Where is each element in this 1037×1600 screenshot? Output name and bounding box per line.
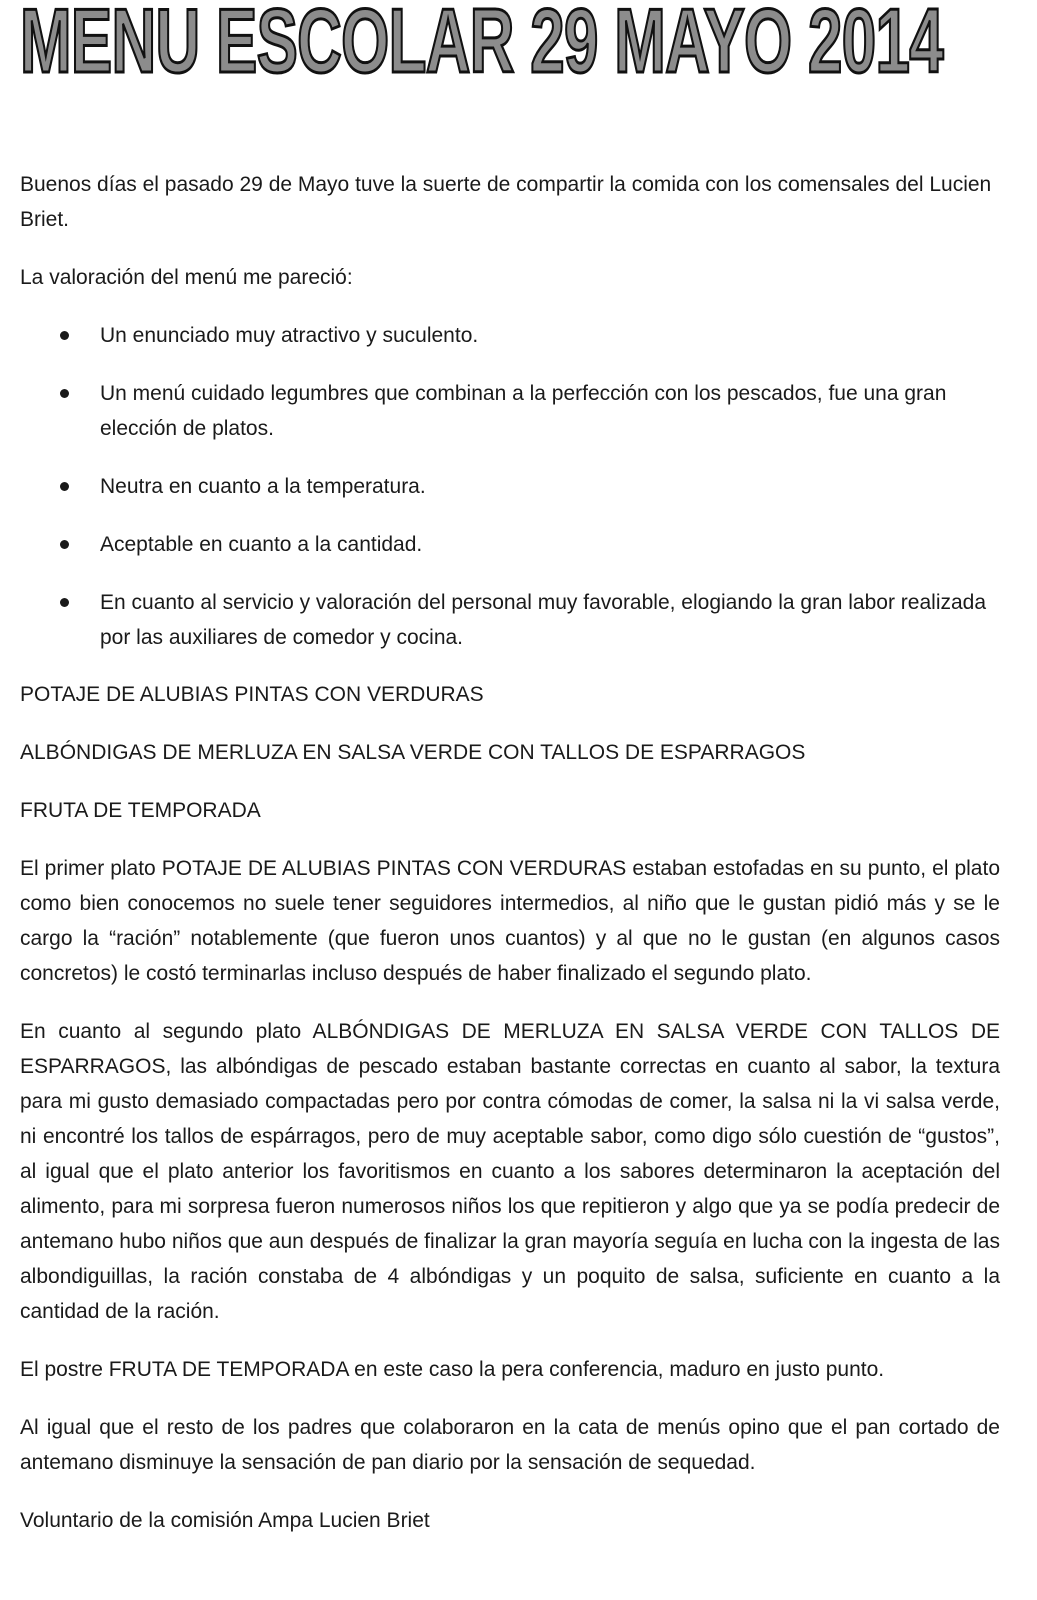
menu-postre: FRUTA DE TEMPORADA: [20, 799, 261, 822]
segundo-plato-paragraph: En cuanto al segundo plato ALBÓNDIGAS DE MERLUZA EN SALSA VERDE CON TALLOS DE ESPARRAGOS, las albóndigas de pescado estaban bastante correctas en cuanto al sabor, la textura para mi gusto demasiado compactadas pero por contra cómodas de comer, la salsa ni la vi salsa verde, ni encontré los tallos de espárragos, pero de muy aceptable sabor, como digo sólo cuestión de “gustos”, al igual que el plato anterior los favoritismos en cuanto a los sabores determinaron la aceptación del alimento, para mi sorpresa fueron numerosos niños los que repitieron y algo que ya se podía predecir de antemano hubo niños que aun después de finalizar la gran mayoría seguía en lucha con la ingesta de las albondiguillas, la ración constaba de 4 albóndigas y un poquito de salsa, suficiente en cuanto a la cantidad de la ración.: [20, 1020, 1000, 1323]
pan-paragraph: Al igual que el resto de los padres que colaboraron en la cata de menús opino que el pan cortado de antemano disminuye la sensación de pan diario por la sensación de sequedad.: [20, 1416, 1000, 1474]
postre-paragraph: El postre FRUTA DE TEMPORADA en este caso la pera conferencia, maduro en justo punto.: [20, 1358, 885, 1381]
page-title: MENU ESCOLAR 29 MAYO 2014: [20, 0, 943, 92]
bullet-icon: [60, 482, 69, 491]
menu-primer-plato: POTAJE DE ALUBIAS PINTAS CON VERDURAS: [20, 683, 484, 706]
signature: Voluntario de la comisión Ampa Lucien Briet: [20, 1509, 430, 1532]
bullet-icon: [60, 389, 69, 398]
list-item-text: Neutra en cuanto a la temperatura.: [100, 475, 426, 498]
valoracion-list: [20, 318, 1000, 655]
list-item-text: Un menú cuidado legumbres que combinan a la perfección con los pescados, fue una gran elección de platos.: [100, 382, 947, 440]
menu-segundo-plato: ALBÓNDIGAS DE MERLUZA EN SALSA VERDE CON TALLOS DE ESPARRAGOS: [20, 741, 806, 764]
list-item: [20, 585, 1000, 655]
intro-paragraph: Buenos días el pasado 29 de Mayo tuve la suerte de compartir la comida con los comensales del Lucien Briet.: [20, 173, 992, 231]
list-item: [20, 527, 1000, 562]
list-item: [20, 318, 1000, 353]
list-item-text: En cuanto al servicio y valoración del personal muy favorable, elogiando la gran labor realizada por las auxiliares de comedor y cocina.: [100, 591, 987, 649]
list-item: [20, 376, 1000, 446]
valoracion-heading: La valoración del menú me pareció:: [20, 266, 353, 289]
list-item-text: Aceptable en cuanto a la cantidad.: [100, 533, 423, 556]
bullet-icon: [60, 598, 69, 607]
list-item: [20, 469, 1000, 504]
bullet-icon: [60, 331, 69, 340]
bullet-icon: [60, 540, 69, 549]
list-item-text: Un enunciado muy atractivo y suculento.: [100, 324, 479, 347]
document-body: [20, 167, 1000, 1561]
primer-plato-paragraph: El primer plato POTAJE DE ALUBIAS PINTAS CON VERDURAS estaban estofadas en su punto, el plato como bien conocemos no suele tener seguidores intermedios, al niño que le gustan pidió más y se le cargo la “ración” notablemente (que fueron unos cuantos) y al que no le gustan (en algunos casos concretos) le costó terminarlas incluso después de haber finalizado el segundo plato.: [20, 857, 1000, 985]
